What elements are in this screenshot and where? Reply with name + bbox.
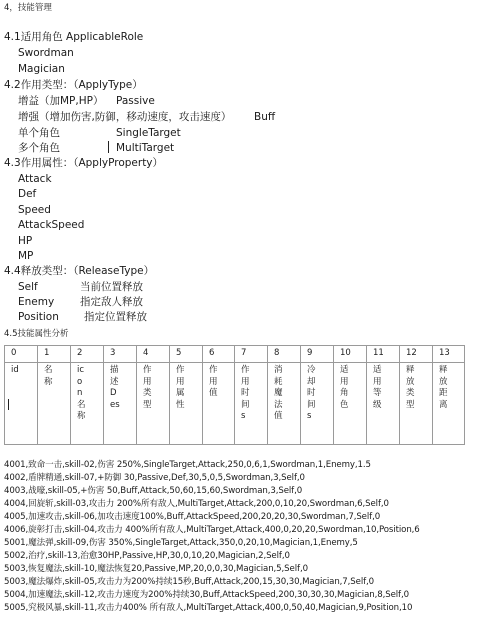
skill-row: 4003,战嚎,skill-05,+伤害 50,Buff,Attack,50,60,15,60,Swordman,3,Self,0 [4, 486, 303, 496]
apply-type-value: Passive [116, 95, 155, 107]
column-index: 4 [137, 346, 170, 363]
property-item: Def [18, 188, 37, 200]
release-type-label: Position [18, 311, 59, 323]
skill-row: 4001,致命一击,skill-02,伤害 250%,SingleTarget,Attack,250,0,6,1,Swordman,1,Enemy,1.5 [4, 460, 371, 470]
column-index: 7 [235, 346, 268, 363]
apply-type-label: 增益（加MP,HP） [18, 95, 104, 107]
apply-type-label: 单个角色 [18, 127, 60, 139]
property-item: HP [18, 235, 33, 247]
column-index: 12 [400, 346, 433, 363]
release-type-value: 指定位置释放 [84, 311, 147, 323]
skill-row: 5005,究极风暴,skill-11,攻击力400% 所有敌人,MultiTarget,Attack,400,0,50,40,Magician,9,Position,10 [4, 603, 413, 613]
column-name: id [11, 365, 19, 375]
column-name: 冷却时间s [307, 365, 316, 421]
column-index: 3 [104, 346, 137, 363]
column-name: 适用等级 [373, 365, 382, 410]
role-item: Magician [18, 63, 65, 75]
column-name: 作用类型 [143, 365, 152, 410]
column-name: 释放类型 [406, 365, 415, 410]
heading-release-type: 4.4释放类型：（ReleaseType） [4, 265, 155, 277]
property-item: Speed [18, 204, 51, 216]
property-item: MP [18, 250, 34, 262]
skill-attribute-table [4, 345, 465, 445]
apply-type-value: Buff [254, 111, 276, 123]
apply-type-value: MultiTarget [116, 142, 175, 154]
release-type-label: Self [18, 281, 38, 293]
skill-row: 4004,回旋斩,skill-03,攻击力 200%所有敌人,MultiTarget,Attack,200,0,10,20,Swordman,6,Self,0 [4, 499, 389, 509]
column-index: 9 [301, 346, 334, 363]
column-index: 2 [71, 346, 104, 363]
heading-skill-attributes: 4.5技能属性分析 [4, 329, 69, 339]
table-index-row [5, 346, 465, 363]
skill-row: 5003,魔法爆炸,skill-05,攻击力为200%持续15秒,Buff,Attack,200,15,30,30,Magician,7,Self,0 [4, 577, 375, 587]
column-index: 11 [367, 346, 400, 363]
skill-row: 4006,旋彰打击,skill-04,攻击力 400%所有敌人,MultiTarget,Attack,400,0,20,20,Swordman,10,Position,6 [4, 525, 420, 535]
apply-type-value: SingleTarget [116, 127, 181, 139]
column-index: 10 [334, 346, 367, 363]
column-index: 0 [5, 346, 38, 363]
skill-row: 5004,加速魔法,skill-12,攻击力速度为200%持续30,Buff,AttackSpeed,200,30,30,30,Magician,8,Self,0 [4, 590, 409, 600]
column-index: 6 [203, 346, 235, 363]
role-item: Swordman [18, 47, 74, 59]
table-name-row [5, 363, 465, 445]
column-name: 作用属性 [176, 365, 185, 410]
column-index: 5 [170, 346, 203, 363]
column-name: 作用值 [209, 365, 218, 398]
heading-apply-type: 4.2作用类型：（ApplyType） [4, 79, 143, 91]
column-name: 消耗魔法值 [274, 365, 283, 421]
skill-row: 4002,盾牌精通,skill-07,+防御 30,Passive,Def,30,5,0,5,Swordman,3,Self,0 [4, 473, 305, 483]
column-name: icon名称 [77, 365, 86, 421]
skill-row: 5001,魔法弹,skill-09,伤害 350%,SingleTarget,Attack,350,0,20,10,Magician,1,Enemy,5 [4, 538, 358, 548]
text-cursor [8, 399, 9, 410]
skill-row: 4005,加速攻击,skill-06,加攻击速度100%,Buff,AttackSpeed,200,20,20,30,Swordman,7,Self,0 [4, 512, 381, 522]
column-index: 13 [433, 346, 465, 363]
column-name: 名称 [44, 365, 53, 387]
property-item: Attack [18, 173, 52, 185]
apply-type-label: 多个角色 [18, 142, 60, 154]
skill-row: 5002,治疗,skill-13,治愈30HP,Passive,HP,30,0,10,20,Magician,2,Self,0 [4, 551, 290, 561]
release-type-value: 指定敌人释放 [80, 296, 143, 308]
column-name: 释放距离 [439, 365, 448, 410]
skill-row: 5003,恢复魔法,skill-10,魔法恢复20,Passive,MP,20,0,0,30,Magician,5,Self,0 [4, 564, 308, 574]
release-type-label: Enemy [18, 296, 55, 308]
heading-apply-property: 4.3作用属性：（ApplyProperty） [4, 157, 164, 169]
text-cursor [108, 141, 109, 153]
section-title: 4，技能管理 [4, 3, 52, 13]
property-item: AttackSpeed [18, 219, 85, 231]
column-name: 描述Des [110, 365, 120, 410]
release-type-value: 当前位置释放 [80, 281, 143, 293]
column-index: 1 [38, 346, 71, 363]
column-name: 作用时间s [241, 365, 250, 421]
apply-type-label: 增强（增加伤害,防御，移动速度，攻击速度） [18, 111, 232, 123]
column-index: 8 [268, 346, 301, 363]
column-name: 适用角色 [340, 365, 349, 410]
heading-applicable-role: 4.1适用角色 ApplicableRole [4, 31, 144, 43]
